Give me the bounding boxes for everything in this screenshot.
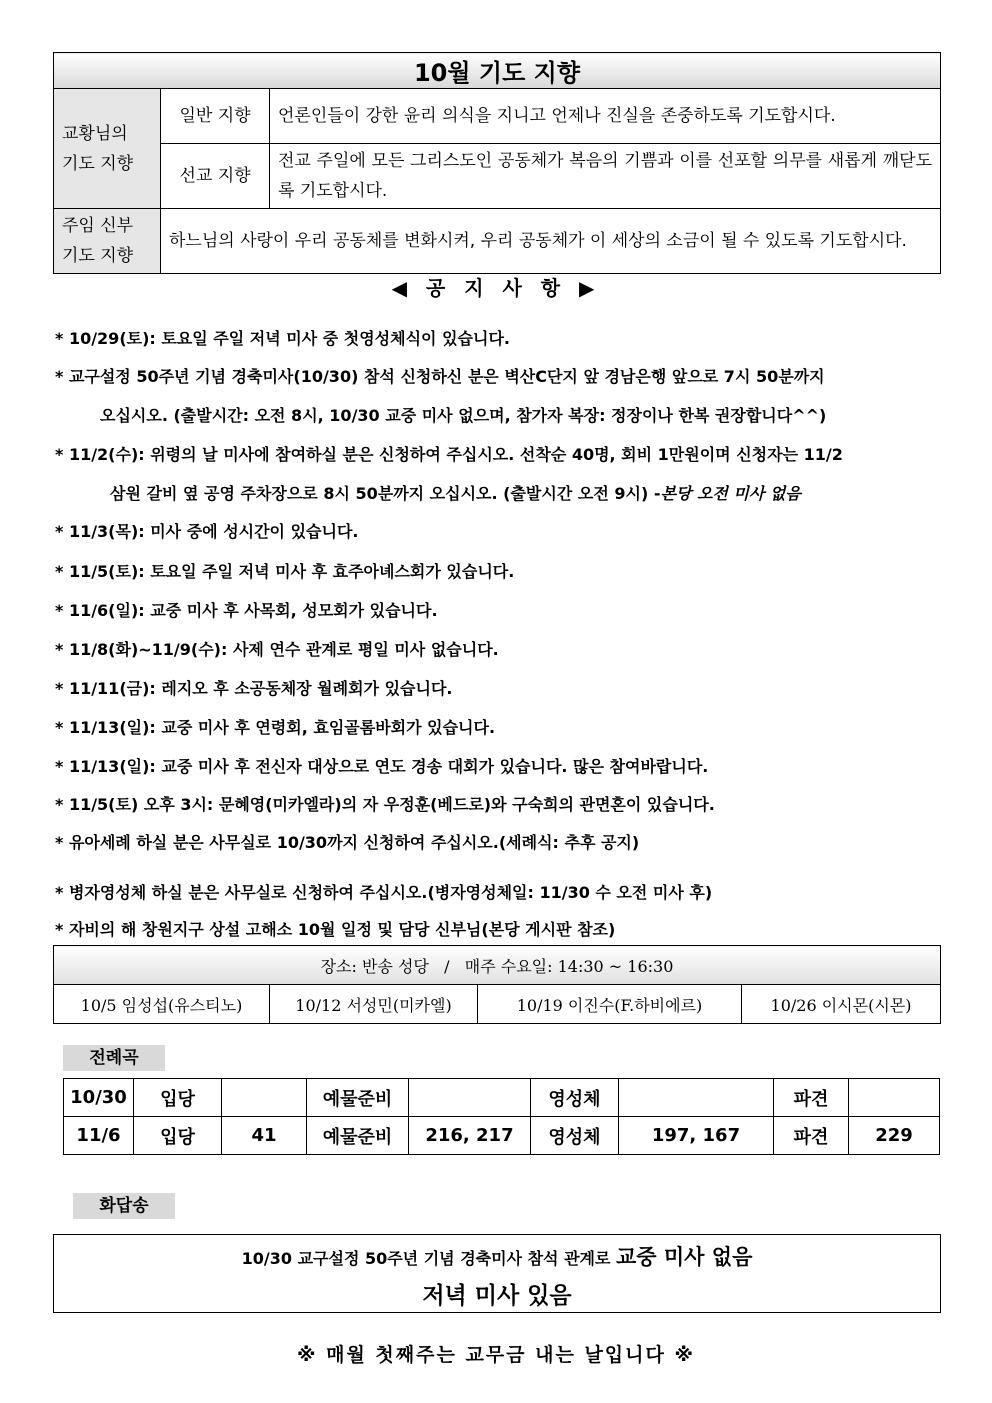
confession-priest: 10/26 이시몬(시몬) <box>742 985 941 1024</box>
hymn-section-label: 전례곡 <box>63 1045 165 1071</box>
notice-item: * 11/13(일): 교중 미사 후 전신자 대상으로 연도 경송 대회가 있습니다. 많은 참여바랍니다. <box>55 757 709 776</box>
notice-item: * 11/8(화)~11/9(수): 사제 연수 관계로 평일 미사 없습니다. <box>55 640 499 659</box>
notice-item: * 11/11(금): 레지오 후 소공동체장 월례회가 있습니다. <box>55 679 453 698</box>
confession-priest: 10/12 서성민(미카엘) <box>270 985 478 1024</box>
notice-item: * 병자영성체 하실 분은 사무실로 신청하여 주십시오.(병자영성체일: 11/30 수 오전 미사 후) <box>55 883 713 902</box>
hymn-cell <box>619 1079 774 1117</box>
table-row <box>64 1117 940 1155</box>
hwadapsong-line2: 저녁 미사 있음 <box>422 1283 572 1309</box>
hwadapsong-line1: 10/30 교구설정 50주년 기념 경축미사 참석 관계로 교중 미사 없음 <box>241 1245 753 1269</box>
hymn-cell: 파견 <box>774 1079 849 1117</box>
hymn-table <box>63 1078 940 1155</box>
notice-item: * 11/5(토) 오후 3시: 문혜영(미카엘라)의 자 우정훈(베드로)와 구숙희의 관면혼이 있습니다. <box>55 795 715 814</box>
table-row <box>64 1079 940 1117</box>
hymn-cell <box>222 1079 307 1117</box>
mission-intention-text: 전교 주일에 모든 그리스도인 공동체가 복음의 기쁨과 이를 선포할 의무를 새롭게 깨닫도록 기도합시다. <box>270 144 941 209</box>
hymn-cell: 197, 167 <box>619 1117 774 1155</box>
hymn-cell <box>849 1079 940 1117</box>
notice-item-continuation: 삼원 갈비 옆 공영 주차장으로 8시 50분까지 오십시오. (출발시간 오전 9시) -본당 오전 미사 없음 <box>110 484 801 503</box>
hymn-cell <box>409 1079 531 1117</box>
pope-intention-label: 교황님의 기도 지향 <box>54 89 161 209</box>
hymn-cell: 영성체 <box>531 1117 619 1155</box>
notice-item: * 자비의 해 창원지구 상설 고해소 10월 일정 및 담당 신부님(본당 게시판 참조) <box>55 920 616 939</box>
hymn-cell: 입당 <box>134 1079 222 1117</box>
prayer-title: 10월 기도 지향 <box>54 53 941 89</box>
hymn-cell: 229 <box>849 1117 940 1155</box>
hwadapsong-box <box>53 1234 941 1313</box>
notice-item: * 11/13(일): 교중 미사 후 연령회, 효임골롬바회가 있습니다. <box>55 718 496 737</box>
notice-item: * 11/2(수): 위령의 날 미사에 참여하실 분은 신청하여 주십시오. 선착순 40명, 회비 1만원이며 신청자는 11/2 <box>55 445 843 464</box>
hymn-cell: 예물준비 <box>307 1079 409 1117</box>
confession-table <box>53 945 941 1024</box>
notice-item: * 10/29(토): 토요일 주일 저녁 미사 중 첫영성체식이 있습니다. <box>55 329 510 348</box>
confession-priest: 10/19 이진수(F.하비에르) <box>478 985 742 1024</box>
hymn-date: 11/6 <box>64 1117 134 1155</box>
hymn-date: 10/30 <box>64 1079 134 1117</box>
hymn-cell: 41 <box>222 1117 307 1155</box>
pastor-intention-label: 주임 신부 기도 지향 <box>54 209 161 274</box>
hymn-cell: 입당 <box>134 1117 222 1155</box>
hwadapsong-section-label: 화답송 <box>73 1193 175 1219</box>
hymn-cell: 영성체 <box>531 1079 619 1117</box>
notice-item: * 유아세례 하실 분은 사무실로 10/30까지 신청하여 주십시오.(세례식: 추후 공지) <box>55 833 640 852</box>
mission-intention-label: 선교 지향 <box>161 144 270 209</box>
hymn-cell: 파견 <box>774 1117 849 1155</box>
notice-item: * 11/5(토): 토요일 주일 저녁 미사 후 효주아녜스회가 있습니다. <box>55 562 515 581</box>
notice-item-continuation: 오십시오. (출발시간: 오전 8시, 10/30 교중 미사 없으며, 참가자 복장: 정장이나 한복 권장합니다^^) <box>100 406 827 425</box>
general-intention-text: 언론인들이 강한 윤리 의식을 지니고 언제나 진실을 존중하도록 기도합시다. <box>270 89 941 144</box>
notice-italic-note: 본당 오전 미사 없음 <box>660 484 801 503</box>
pastor-intention-text: 하느님의 사랑이 우리 공동체를 변화시켜, 우리 공동체가 이 세상의 소금이 될 수 있도록 기도합시다. <box>161 209 941 274</box>
notice-item: * 교구설정 50주년 기념 경축미사(10/30) 참석 신청하신 분은 벽산C단지 앞 경남은행 앞으로 7시 50분까지 <box>55 367 825 386</box>
footer-note: ※ 매월 첫째주는 교무금 내는 날입니다 ※ <box>297 1344 695 1366</box>
hwadapsong-emphasis: 교중 미사 없음 <box>616 1245 753 1269</box>
notice-header: ◀ 공 지 사 항 ▶ <box>391 276 601 300</box>
general-intention-label: 일반 지향 <box>161 89 270 144</box>
confession-priest: 10/5 임성섭(유스티노) <box>54 985 270 1024</box>
hymn-cell: 216, 217 <box>409 1117 531 1155</box>
notice-item: * 11/6(일): 교중 미사 후 사목회, 성모회가 있습니다. <box>55 601 438 620</box>
prayer-table <box>53 52 941 274</box>
notice-item: * 11/3(목): 미사 중에 성시간이 있습니다. <box>55 522 359 541</box>
confession-header: 장소: 반송 성당 / 매주 수요일: 14:30 ~ 16:30 <box>54 946 941 985</box>
hymn-cell: 예물준비 <box>307 1117 409 1155</box>
